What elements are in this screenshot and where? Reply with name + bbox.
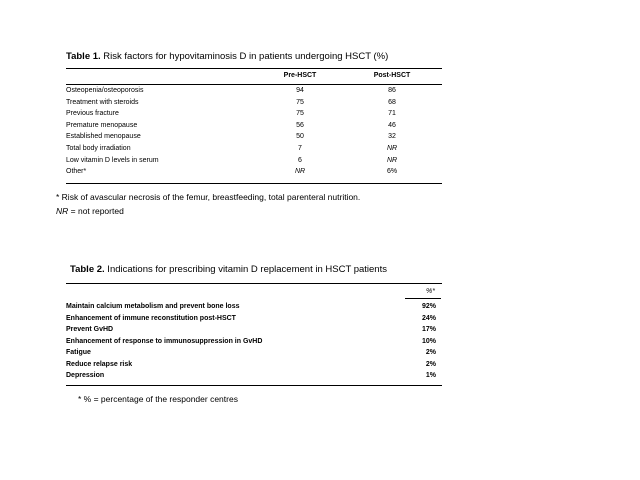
table2-row (66, 361, 442, 371)
table1-title-text: Risk factors for hypovitaminosis D in patients undergoing HSCT (%) (100, 51, 389, 62)
table2-bottom-rule (66, 385, 442, 386)
table1-row (66, 99, 442, 109)
table2-row-label: Fatigue (66, 349, 91, 356)
table1-label: Table 1. (66, 51, 101, 62)
table1-row-label: Other* (66, 168, 87, 176)
table2-top-rule (66, 283, 442, 284)
table1-row-label: Established menopause (66, 133, 141, 141)
table2-title (70, 264, 387, 275)
table1-row (66, 133, 442, 143)
table2-row-label: Enhancement of immune reconstitution post-HSCT (66, 314, 236, 322)
table1-row-post-value: NR (386, 156, 398, 164)
table1-header-rule (66, 84, 442, 85)
table1-row-label: Treatment with steroids (66, 98, 139, 106)
table1-row-label: Osteopenia/osteoporosis (66, 87, 144, 94)
table2-label: Table 2. (70, 264, 105, 275)
table2-row-label: Reduce relapse risk (66, 360, 133, 368)
table2-row-pct: 17% (421, 326, 436, 333)
table1-col-post-header: Post-HSCT (373, 72, 411, 79)
nr-definition: = not reported (68, 206, 124, 216)
table1-row (66, 168, 442, 178)
table1-row-post-value: 71 (388, 110, 396, 118)
table2-row-label: Maintain calcium metabolism and prevent bone loss (66, 303, 240, 310)
table2-row-pct: 2% (425, 349, 436, 356)
table1-row-pre-value: 6 (298, 156, 302, 164)
table2-row (66, 338, 442, 348)
table1-top-rule (66, 68, 442, 69)
table1-row (66, 145, 442, 155)
table2-row (66, 349, 442, 359)
table2-row (66, 315, 442, 325)
table2-row-label: Prevent GvHD (66, 326, 114, 333)
table2-title-text: Indications for prescribing vitamin D replacement in HSCT patients (104, 264, 387, 275)
table1-row-post-value: 68 (388, 98, 396, 106)
table1-row-pre-value: 50 (296, 133, 304, 141)
table1-row-post-value: 32 (388, 133, 396, 141)
table2-row-pct: 2% (425, 360, 436, 368)
table1-row-label: Low vitamin D levels in serum (66, 156, 159, 164)
table2-row-label: Enhancement of response to immunosuppression in GvHD (66, 337, 263, 345)
table2-row (66, 326, 442, 336)
table1-title (66, 51, 388, 62)
table1-row-pre-value: 75 (296, 98, 304, 106)
table1-row-post-value: 46 (388, 121, 396, 129)
nr-abbrev: NR (56, 206, 69, 216)
table2-footnote: * % = percentage of the responder centres (78, 394, 238, 404)
table2-row (66, 372, 442, 382)
table1-row (66, 157, 442, 167)
table1-row (66, 110, 442, 120)
table1-row-post-value: NR (386, 145, 398, 152)
table1-row-label: Previous fracture (66, 110, 119, 118)
table1-row (66, 122, 442, 132)
table1-bottom-rule (66, 183, 442, 184)
table1-row-pre-value: 75 (296, 110, 304, 118)
table1-row-post-value: 6% (386, 168, 398, 176)
table2-row-pct: 92% (421, 303, 436, 310)
table1-col-pre-header: Pre-HSCT (283, 72, 317, 79)
table2-row-pct: 1% (425, 372, 436, 379)
table1-row-pre-value: NR (294, 168, 306, 176)
table2-row (66, 303, 442, 313)
table2-col-pct-header: %* (426, 288, 435, 295)
table1-row-pre-value: 7 (298, 145, 302, 152)
table2-pct-underline (405, 298, 441, 299)
table1-row-label: Total body irradiation (66, 145, 131, 152)
table2-row-label: Depression (66, 372, 105, 379)
table1-row-pre-value: 94 (296, 87, 304, 94)
table1-row-post-value: 86 (388, 87, 396, 94)
table1-row-label: Premature menopause (66, 121, 138, 129)
table1-nr-note (56, 206, 124, 216)
table2-row-pct: 10% (421, 337, 436, 345)
table2-row-pct: 24% (421, 314, 436, 322)
table1-row-pre-value: 56 (296, 121, 304, 129)
table1-row (66, 87, 442, 97)
table1-footnote: * Risk of avascular necrosis of the femur, breastfeeding, total parenteral nutrition. (56, 192, 361, 202)
